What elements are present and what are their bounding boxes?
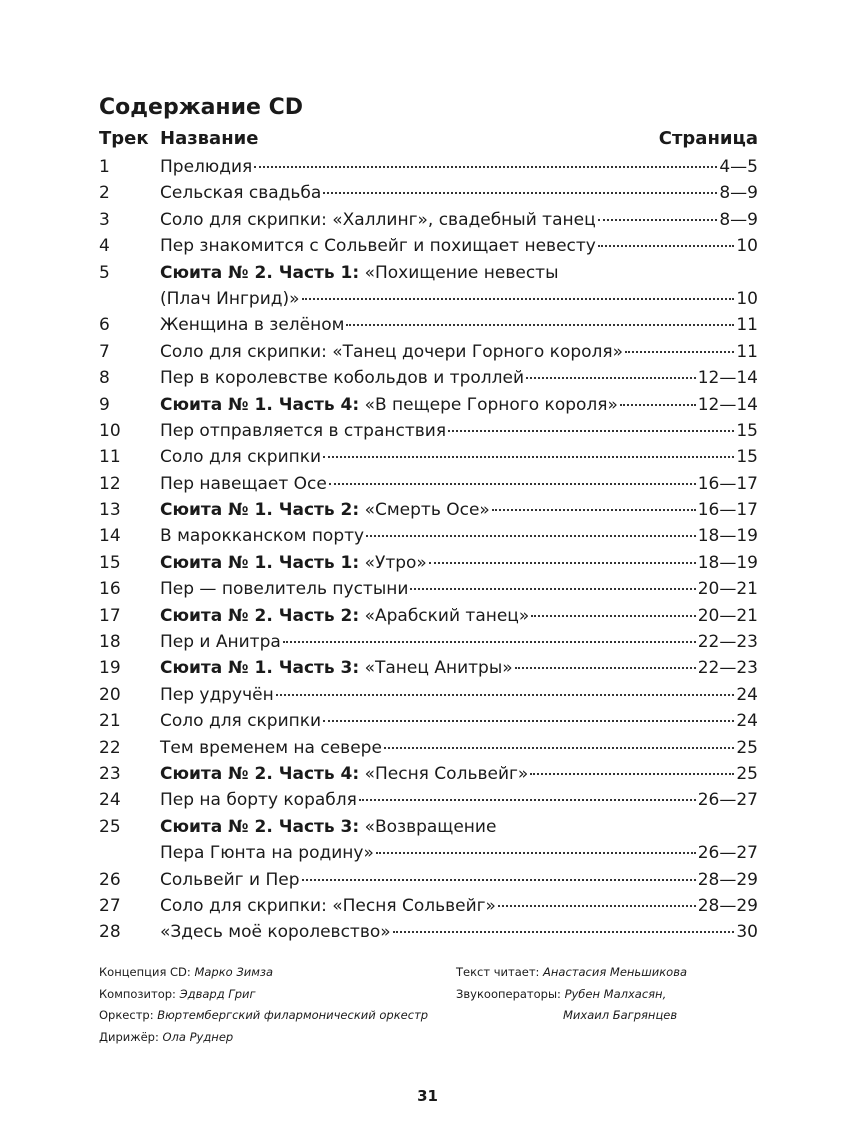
entry-text (160, 497, 490, 523)
dot-leader (276, 694, 735, 696)
dot-leader (323, 456, 734, 458)
entry-text (160, 154, 252, 180)
track-title: Соло для скрипки: «Песня Сольвейг» (160, 895, 496, 916)
track-title: Прелюдия (160, 157, 253, 177)
track-title: «Похищение невесты (359, 262, 559, 283)
entry-text (160, 708, 321, 734)
toc-entry (160, 761, 758, 787)
page-ref: 24 (736, 711, 758, 732)
dot-leader (329, 483, 696, 485)
track-title: Пер в королевстве кобольдов и троллей (160, 368, 524, 389)
entry-text (160, 286, 300, 312)
entry-text (160, 471, 327, 497)
entry-text (160, 312, 344, 338)
credit-orchestra: Оркестр: Вюртембергский филармонический оркестр (99, 1008, 429, 1022)
toc-entry (160, 444, 758, 470)
toc-row (99, 392, 758, 418)
toc-entry (160, 840, 758, 866)
toc-row (99, 814, 758, 867)
entry-text (160, 444, 321, 470)
toc-row (99, 339, 758, 365)
toc-row (99, 260, 758, 313)
credit-concept: Концепция CD: Марко Зимза (99, 965, 274, 979)
entry-text (160, 761, 528, 787)
credit-reader: Текст читает: Анастасия Меньшикова (456, 965, 688, 979)
toc-row (99, 576, 758, 602)
entry-text (160, 550, 427, 576)
dot-leader (359, 799, 696, 801)
dot-leader (376, 852, 696, 854)
toc-entry (160, 497, 758, 523)
track-title: «Песня Сольвейг» (359, 764, 529, 784)
track-number: 24 (99, 790, 121, 811)
toc-row (99, 893, 758, 919)
track-title: Соло для скрипки (160, 447, 322, 468)
entry-text (160, 523, 364, 549)
page-ref: 12—14 (697, 368, 758, 389)
track-number: 8 (99, 368, 110, 389)
track-number: 19 (99, 658, 121, 679)
entry-text (160, 233, 596, 259)
track-number: 11 (99, 447, 121, 468)
suite-label: Сюита № 2. Часть 3: (160, 816, 360, 837)
page-ref: 26—27 (697, 790, 758, 811)
toc-row (99, 735, 758, 761)
track-number: 5 (99, 262, 110, 283)
track-title: Соло для скрипки: «Танец дочери Горного короля» (160, 341, 624, 362)
track-title: «Смерть Осе» (359, 500, 490, 521)
toc-row (99, 761, 758, 787)
track-number: 26 (99, 869, 121, 890)
entry-text (160, 840, 374, 866)
track-title: Пер навещает Осе (160, 473, 327, 494)
credit-sound-2: Михаил Багрянцев (563, 1008, 678, 1022)
track-number: 13 (99, 500, 121, 521)
toc-row (99, 867, 758, 893)
toc-entry (160, 286, 758, 312)
page-ref: 8—9 (719, 183, 758, 204)
track-number: 15 (99, 552, 121, 573)
dot-leader (620, 404, 696, 406)
track-number: 1 (99, 157, 110, 177)
page-ref: 12—14 (697, 394, 758, 415)
suite-label: Сюита № 1. Часть 4: (160, 394, 360, 415)
toc-entry (160, 708, 758, 734)
track-number: 9 (99, 394, 110, 415)
page-ref: 15 (736, 447, 758, 468)
dot-leader (302, 298, 735, 300)
suite-label: Сюита № 1. Часть 1: (160, 552, 360, 573)
toc-entry (160, 550, 758, 576)
dot-leader (531, 615, 695, 617)
page-ref: 18—19 (697, 552, 758, 573)
toc-row (99, 550, 758, 576)
track-title: Соло для скрипки: «Халлинг», свадебный танец (160, 209, 596, 230)
entry-text (160, 629, 281, 655)
entry-text (160, 365, 524, 391)
track-number: 23 (99, 764, 121, 784)
toc-row (99, 444, 758, 470)
toc-row (99, 919, 758, 945)
toc-entry (160, 603, 758, 629)
toc-entry (160, 339, 758, 365)
track-title: Соло для скрипки (160, 711, 322, 732)
entry-text (160, 867, 300, 893)
page-ref: 30 (736, 922, 758, 943)
toc-entry (160, 180, 758, 206)
track-number: 16 (99, 579, 121, 600)
entry-text (160, 339, 623, 365)
page-ref: 22—23 (697, 658, 758, 679)
toc-row (99, 787, 758, 813)
track-title: Пер — повелитель пустыни (160, 579, 409, 600)
track-number: 3 (99, 209, 110, 230)
dot-leader (323, 720, 734, 722)
toc-row (99, 471, 758, 497)
page-ref: 26—27 (697, 843, 758, 864)
track-number: 12 (99, 473, 121, 494)
dot-leader (526, 377, 696, 379)
toc-entry (160, 207, 758, 233)
track-number: 7 (99, 341, 110, 362)
entry-first-line (160, 260, 559, 286)
toc-entry (160, 154, 758, 180)
toc-row (99, 154, 758, 180)
suite-label: Сюита № 2. Часть 1: (160, 262, 360, 283)
toc-row (99, 655, 758, 681)
page-ref: 22—23 (697, 632, 758, 653)
page-ref: 11 (736, 315, 758, 336)
suite-label: Сюита № 2. Часть 4: (160, 764, 360, 784)
track-title: «Арабский танец» (359, 605, 530, 626)
track-title: «Возвращение (359, 816, 497, 837)
track-title: Сольвейг и Пер (160, 869, 300, 890)
track-title-continued: (Плач Ингрид)» (160, 288, 300, 309)
toc-entry (160, 233, 758, 259)
credits-left (99, 962, 428, 1048)
page-ref: 20—21 (697, 605, 758, 626)
dot-leader (598, 245, 735, 247)
track-title: Пер на борту корабля (160, 790, 357, 811)
dot-leader (448, 430, 734, 432)
entry-first-line (160, 814, 496, 840)
dot-leader (346, 324, 734, 326)
track-title: «Здесь моё королевство» (160, 922, 391, 943)
dot-leader (283, 641, 696, 643)
entry-text (160, 392, 618, 418)
credit-conductor: Дирижёр: Ола Руднер (99, 1029, 234, 1044)
track-number: 18 (99, 632, 121, 653)
toc-entry (160, 893, 758, 919)
track-number: 22 (99, 737, 121, 758)
header-name: Название (160, 128, 259, 149)
credit-composer: Композитор: Эдвард Григ (99, 986, 256, 1001)
toc-row (99, 603, 758, 629)
track-title: Тем временем на севере (160, 737, 382, 758)
entry-text (160, 735, 382, 761)
page-ref: 8—9 (719, 209, 758, 230)
toc-entry (160, 655, 758, 681)
entry-text (160, 655, 513, 681)
dot-leader (366, 535, 696, 537)
page-title: Содержание CD (99, 95, 304, 120)
dot-leader (302, 879, 696, 881)
suite-label: Сюита № 2. Часть 2: (160, 605, 360, 626)
toc-header (99, 126, 758, 152)
toc-entry (160, 576, 758, 602)
track-title: В марокканском порту (160, 526, 365, 547)
toc-row (99, 523, 758, 549)
track-title: Женщина в зелёном (160, 315, 345, 336)
track-number: 20 (99, 684, 121, 705)
dot-leader (492, 509, 696, 511)
page-ref: 15 (736, 420, 758, 441)
page-ref: 25 (736, 737, 758, 758)
track-number: 10 (99, 420, 121, 441)
track-title: Пер знакомится с Сольвейг и похищает невесту (160, 236, 596, 257)
track-title: «В пещере Горного короля» (359, 394, 618, 415)
dot-leader (515, 667, 696, 669)
page-ref: 10 (736, 236, 758, 257)
track-number: 28 (99, 922, 121, 943)
track-number: 21 (99, 711, 121, 732)
track-number: 17 (99, 605, 121, 626)
toc-entry (160, 867, 758, 893)
track-number: 25 (99, 816, 121, 837)
toc-entry (160, 312, 758, 338)
track-number: 6 (99, 315, 110, 336)
dot-leader (598, 219, 718, 221)
track-number: 14 (99, 526, 121, 547)
toc-entry (160, 629, 758, 655)
entry-text (160, 893, 496, 919)
toc-row (99, 312, 758, 338)
entry-text (160, 418, 446, 444)
toc-row (99, 418, 758, 444)
dot-leader (393, 931, 735, 933)
toc-row (99, 180, 758, 206)
dot-leader (429, 562, 696, 564)
toc-entry (160, 392, 758, 418)
dot-leader (625, 351, 734, 353)
toc-row (99, 207, 758, 233)
suite-label: Сюита № 1. Часть 3: (160, 658, 360, 679)
entry-text (160, 207, 596, 233)
dot-leader (530, 773, 734, 775)
entry-text (160, 919, 391, 945)
toc-row (99, 233, 758, 259)
toc-row (99, 365, 758, 391)
page-ref: 10 (736, 288, 758, 309)
toc-row (99, 629, 758, 655)
track-title: Пер удручён (160, 684, 274, 705)
dot-leader (323, 192, 717, 194)
header-track: Трек (99, 128, 149, 149)
track-title: Пер отправляется в странствия (160, 420, 447, 441)
toc-entry (160, 365, 758, 391)
entry-text (160, 576, 408, 602)
track-title: Пер и Анитра (160, 632, 281, 653)
track-number: 27 (99, 895, 121, 916)
track-number: 4 (99, 236, 110, 257)
track-title: Сельская свадьба (160, 183, 322, 204)
toc-row (99, 682, 758, 708)
entry-text (160, 603, 529, 629)
page-number: 31 (417, 1087, 438, 1105)
toc-entry (160, 471, 758, 497)
toc-entry (160, 523, 758, 549)
entry-text (160, 682, 274, 708)
toc-row (99, 497, 758, 523)
suite-label: Сюита № 1. Часть 2: (160, 500, 360, 521)
page-ref: 25 (736, 764, 758, 784)
track-title: «Танец Анитры» (359, 658, 513, 679)
track-title-continued: Пера Гюнта на родину» (160, 843, 374, 864)
page-ref: 28—29 (697, 895, 758, 916)
entry-text (160, 180, 321, 206)
page-ref: 16—17 (697, 473, 758, 494)
credits-right (456, 962, 687, 1027)
page-ref: 16—17 (697, 500, 758, 521)
toc-entry (160, 682, 758, 708)
dot-leader (254, 166, 717, 168)
track-title: «Утро» (359, 552, 427, 573)
toc-list (99, 154, 758, 946)
dot-leader (498, 905, 696, 907)
toc-entry (160, 787, 758, 813)
toc-row (99, 708, 758, 734)
toc-entry (160, 919, 758, 945)
page-ref: 4—5 (719, 157, 758, 177)
page-ref: 18—19 (697, 526, 758, 547)
page-ref: 20—21 (697, 579, 758, 600)
header-page: Страница (658, 128, 758, 149)
entry-text (160, 787, 357, 813)
dot-leader (384, 747, 734, 749)
toc-entry (160, 418, 758, 444)
page-ref: 28—29 (697, 869, 758, 890)
page-ref: 24 (736, 684, 758, 705)
page-ref: 11 (736, 341, 758, 362)
toc-entry (160, 735, 758, 761)
track-number: 2 (99, 183, 110, 204)
dot-leader (410, 588, 695, 590)
credit-sound: Звукооператоры: Рубен Малхасян, (456, 986, 667, 1001)
